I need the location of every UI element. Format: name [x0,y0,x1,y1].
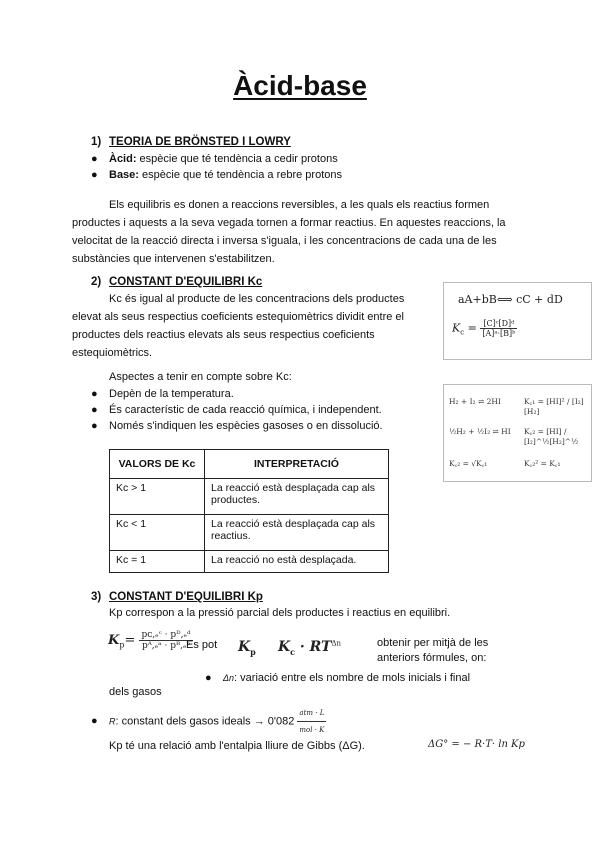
section-3-intro: Kp correspon a la pressió parcial dels productes i reactius en equilibri. [109,607,451,619]
section-2-paragraph: Kc és igual al producte de les concentracions dels productes elevat als seus respectius coeficients estequiomètrics dividit entre el productes dels reactius elevats als seus respectius coeficients estequiomètrics. [72,293,405,359]
r-constant-item: ● R: constant dels gasos ideals → 0'082 $\frac{\text{atm · L}}{\text{mol · K}}$ [91,705,326,738]
kc-examples-image: H₂ + I₂ ⇌ 2HI K꜀₁ = [HI]² / [I₂][H₂] ½H₂ + ½I₂ ⇌ HI K꜀₂ = [HI] / [I₂]^½[H₂]^½ K꜀₂ = √K꜀₁ K꜀₂² = K꜀₁ [443,384,592,482]
table-row: Kc = 1 La reacció no està desplaçada. [110,551,389,573]
gibbs-formula: ΔG° = − R·T· ln Kp [428,739,525,750]
kc-formula-image [443,282,592,360]
delta-n-item: ● Δn: variació entre els nombre de mols inicials i final [205,672,471,684]
kc-expression: $K_c$ = $\frac{\text{[C]ᶜ[D]ᵈ}}{\text{[A]ᵃ·[B]ᵇ}}$ [452,319,516,338]
reaction-equation: aA+bB⟺ cC + dD [458,293,563,306]
table-header-row: VALORS DE Kc INTERPRETACIÓ [110,450,389,479]
list-item: ● Base: espècie que té tendència a rebre protons [91,169,342,181]
es-pot-text: Es pot [186,639,218,651]
kp-symbol: $K_p$ [238,639,256,657]
kc-values-table [109,449,389,573]
kc-rt-expression: $K_c \cdot RT^{\Delta n}$ [278,639,342,657]
page-title: Àcid-base [233,70,367,101]
list-item: ● Només s'indiquen les espècies gasoses o en dissolució. [91,420,383,432]
section-1-paragraph: Els equilibris es donen a reaccions reversibles, a les quals els reactius formen productes i aquests a la seva vegada tornen a formar reactius. En aquestes reaccions, la velocitat de la reacció directa i inversa s'iguala, i les concentracions de cada una de les substàncies que intervenen s'estabilitzen. [72,199,506,265]
section-2-heading: 2) CONSTANT D'EQUILIBRI Kc [91,276,263,288]
table-row: Kc > 1 La reacció està desplaçada cap als productes. [110,479,389,515]
aspects-intro: Aspectes a tenir en compte sobre Kc: [109,371,292,383]
aspects-list [91,386,383,434]
list-item: ● És característic de cada reacció química, i independent. [91,404,382,416]
kp-formula: $K_p=$ $\frac{\text{pᴄ,ₑᶜ · pᴰ,ₑᵈ}}{\text{pᴬ,ₑᵃ · pᴮ,ₑᵇ}}$ [108,630,191,651]
bullet-list-definitions [91,151,342,183]
table-row: Kc < 1 La reacció està desplaçada cap als reactius. [110,515,389,551]
obtain-text: obtenir per mitjà de les anteriors fórmules, on: [377,637,489,664]
delta-n-cont: dels gasos [109,686,162,698]
section-3-heading: 3) CONSTANT D'EQUILIBRI Kp [91,591,263,603]
gibbs-text: Kp té una relació amb l'entalpia lliure de Gibbs (ΔG). [109,740,365,752]
list-item: ● Depèn de la temperatura. [91,388,234,400]
section-1-heading: 1) TEORIA DE BRÖNSTED I LOWRY [91,136,291,148]
list-item: ● Àcid: espècie que té tendència a cedir protons [91,153,338,165]
